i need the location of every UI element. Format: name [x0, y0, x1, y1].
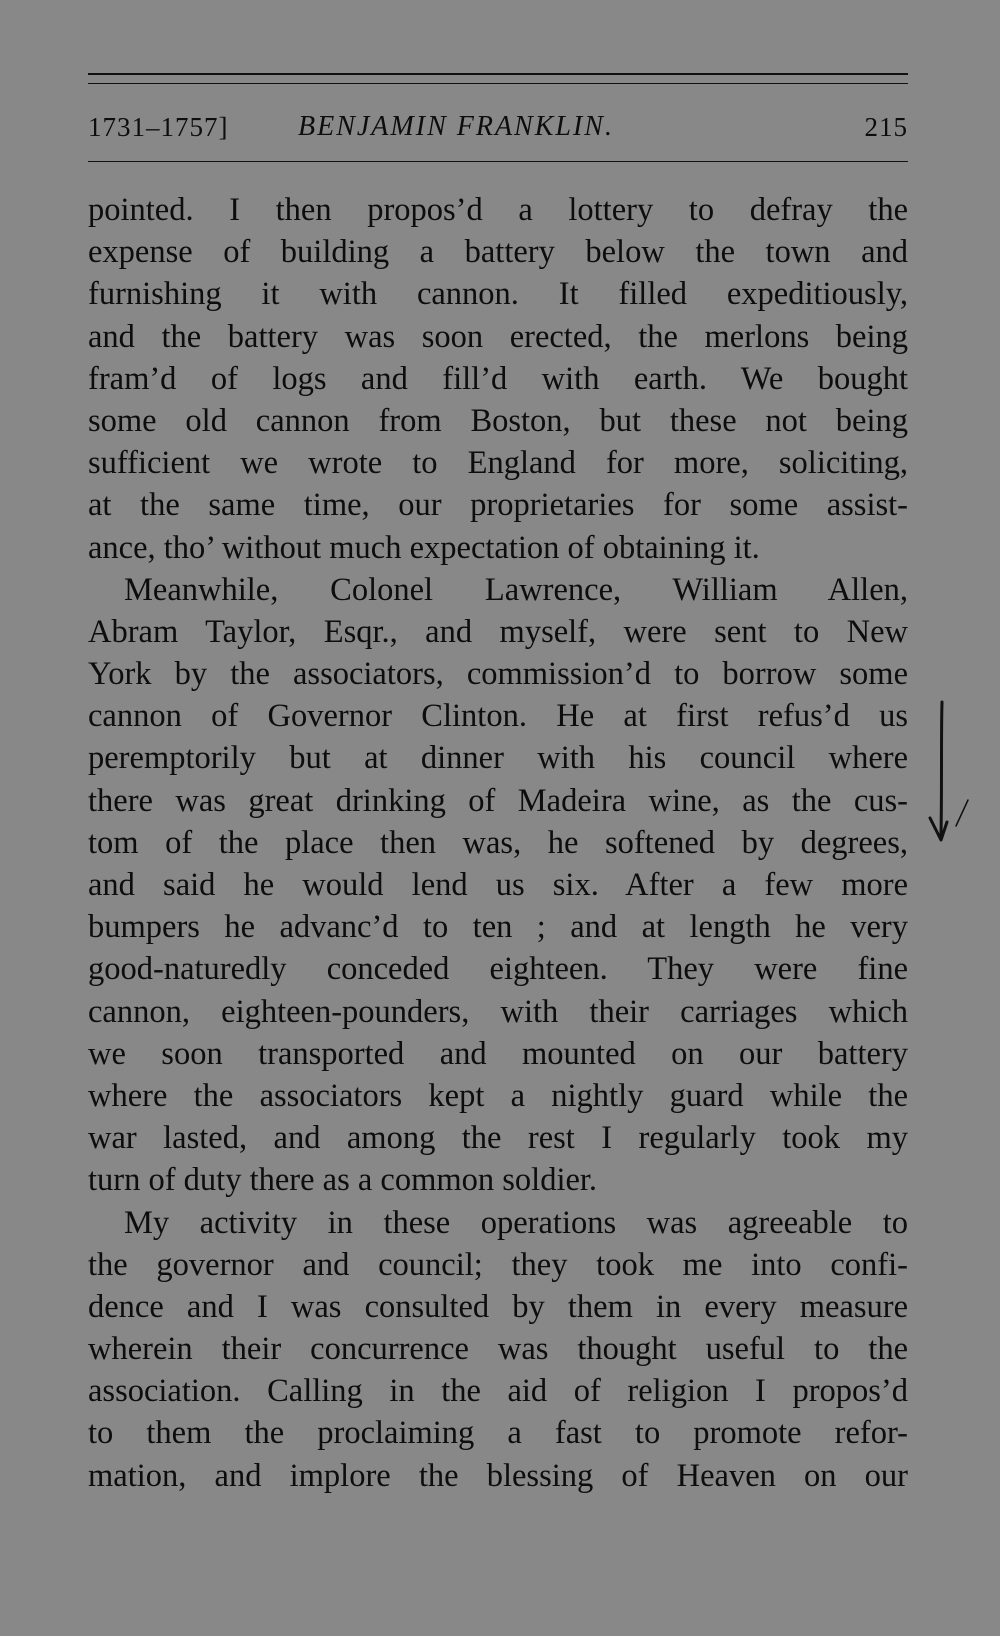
text-line: association. Calling in the aid of religion I propos’d [88, 1373, 908, 1410]
text-line: fram’d of logs and fill’d with earth. We bought [88, 360, 908, 397]
text-line: good-naturedly conceded eighteen. They were fine [88, 951, 908, 988]
text-line: to them the proclaiming a fast to promote refor- [88, 1415, 908, 1452]
running-head-title: BENJAMIN FRANKLIN. [298, 111, 614, 142]
text-line: bumpers he advanc’d to ten ; and at length he very [88, 909, 908, 946]
header-rule-second [88, 83, 908, 84]
text-line: dence and I was consulted by them in every measure [88, 1288, 908, 1325]
text-line: York by the associators, commission’d to borrow some [88, 656, 908, 693]
text-line: pointed. I then propos’d a lottery to defray the [88, 192, 908, 228]
text-line: wherein their concurrence was thought useful to the [88, 1331, 908, 1368]
text-line: at the same time, our proprietaries for some assist- [88, 487, 908, 524]
text-line: sufficient we wrote to England for more, soliciting, [88, 445, 908, 482]
running-head [88, 107, 908, 147]
running-head-years: 1731–1757] [88, 112, 229, 142]
text-line: and said he would lend us six. After a few more [88, 867, 908, 903]
text-line: turn of duty there as a common soldier. [88, 1162, 598, 1199]
header-rule-top [88, 73, 908, 75]
text-line: war lasted, and among the rest I regularly took my [88, 1120, 908, 1157]
text-line: expense of building a battery below the town and [88, 234, 908, 271]
text-line: the governor and council; they took me into confi- [88, 1246, 908, 1283]
body-text [88, 189, 908, 1497]
text-line: there was great drinking of Madeira wine, as the cus- [88, 782, 908, 819]
text-line: cannon of Governor Clinton. He at first refus’d us [88, 698, 908, 735]
header-rule-bottom [88, 161, 908, 162]
text-line: where the associators kept a nightly guard while the [88, 1077, 908, 1114]
text-line: My activity in these operations was agreeable to [124, 1204, 908, 1241]
text-line: ance, tho’ without much expectation of obtaining it. [88, 529, 760, 566]
text-line: cannon, eighteen-pounders, with their carriages which [88, 993, 908, 1030]
text-line: Abram Taylor, Esqr., and myself, were sent to New [88, 613, 908, 650]
page-number: 215 [864, 112, 908, 142]
text-line: mation, and implore the blessing of Heaven on our [88, 1457, 908, 1494]
text-line: we soon transported and mounted on our battery [88, 1035, 908, 1072]
text-line: tom of the place then was, he softened by degrees, [88, 824, 908, 861]
text-line: some old cannon from Boston, but these not being [88, 402, 908, 439]
text-line: Meanwhile, Colonel Lawrence, William Allen, [124, 571, 908, 608]
text-line: furnishing it with cannon. It filled expeditiously, [88, 276, 908, 313]
handwritten-down-arrow-icon [920, 700, 980, 850]
text-line: and the battery was soon erected, the merlons being [88, 318, 908, 355]
text-line: peremptorily but at dinner with his council where [88, 740, 908, 777]
